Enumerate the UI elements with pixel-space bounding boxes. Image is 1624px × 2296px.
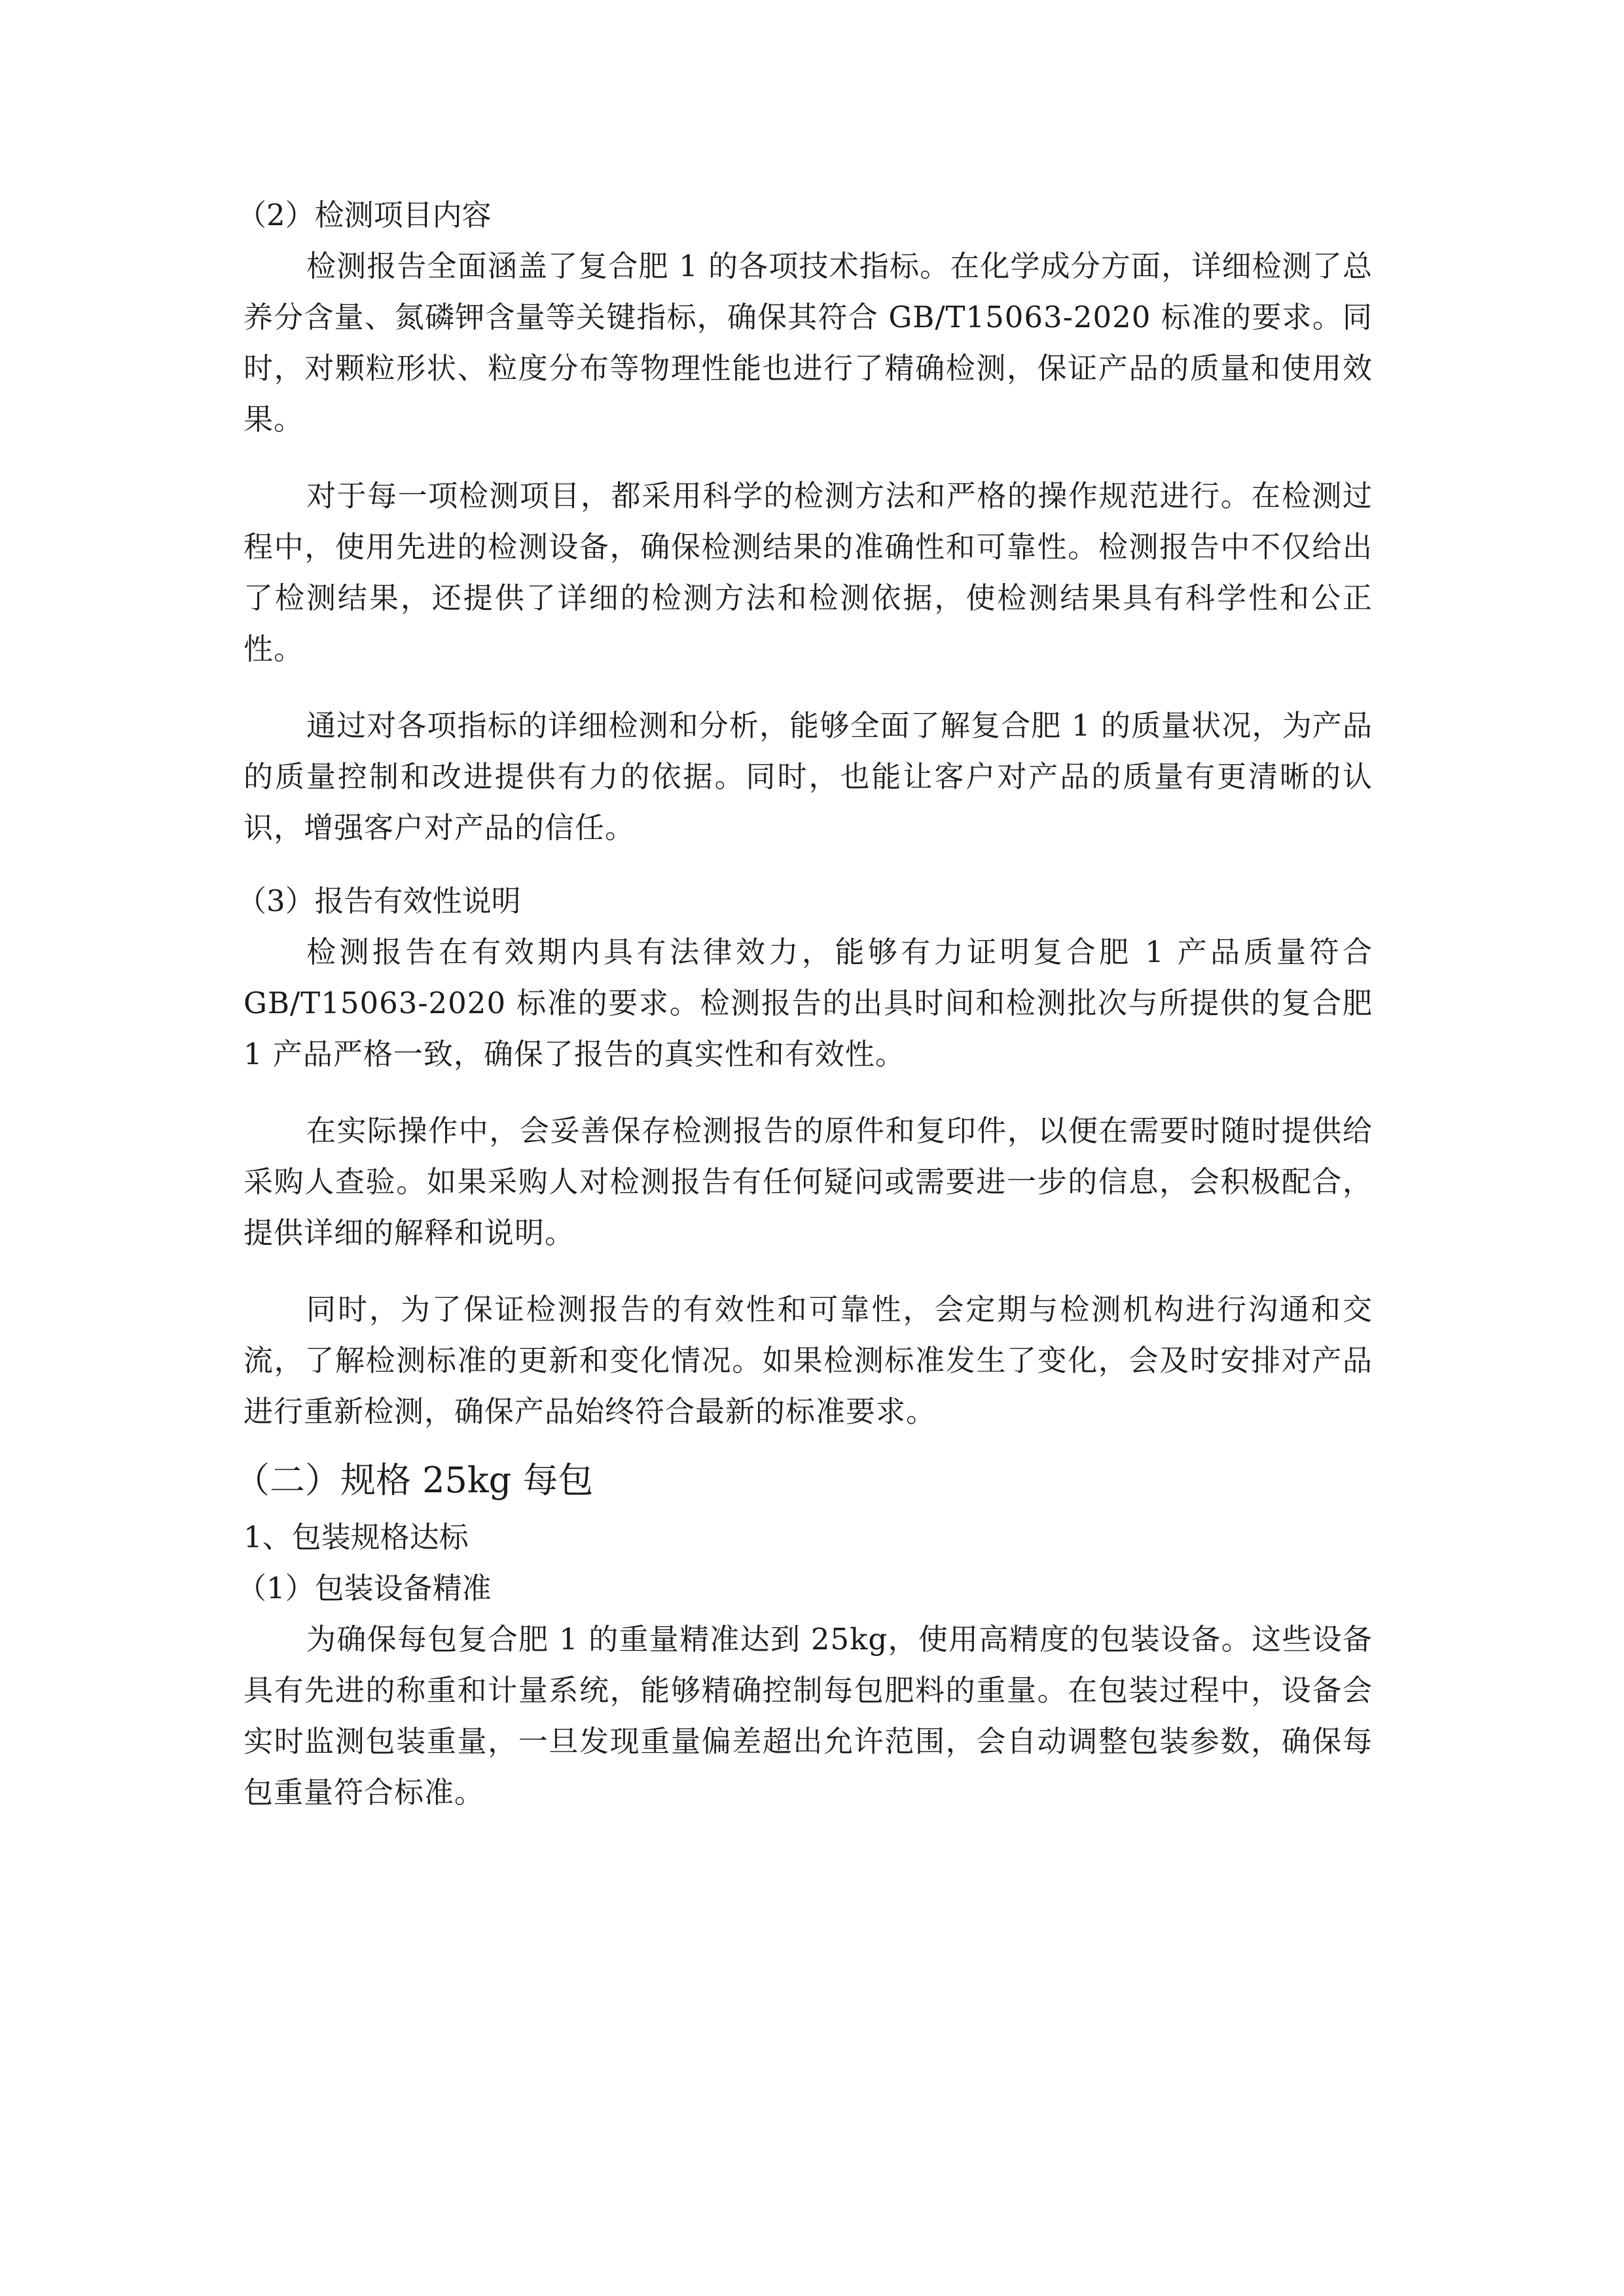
paragraph: 检测报告在有效期内具有法律效力，能够有力证明复合肥 1 产品质量符合 GB/T15063-2020 标准的要求。检测报告的出具时间和检测批次与所提供的复合肥 1 产品严格一致，确保了报告的真实性和有效性。 — [244, 935, 1373, 1071]
paragraph: 为确保每包复合肥 1 的重量精准达到 25kg，使用高精度的包装设备。这些设备具有先进的称重和计量系统，能够精确控制每包肥料的重量。在包装过程中，设备会实时监测包装重量，一旦发现重量偏差超出允许范围，会自动调整包装参数，确保每包重量符合标准。 — [244, 1622, 1373, 1810]
paragraph: 检测报告全面涵盖了复合肥 1 的各项技术指标。在化学成分方面，详细检测了总养分含量、氮磷钾含量等关键指标，确保其符合 GB/T15063-2020 标准的要求。同时，对颗粒形状、粒度分布等物理性能也进行了精确检测，保证产品的质量和使用效果。 — [244, 249, 1373, 437]
section-heading-detection-items: （2）检测项目内容 — [237, 198, 492, 232]
paragraph: 在实际操作中，会妥善保存检测报告的原件和复印件，以便在需要时随时提供给采购人查验。如果采购人对检测报告有任何疑问或需要进一步的信息，会积极配合，提供详细的解释和说明。 — [244, 1113, 1373, 1250]
paragraph: 通过对各项指标的详细检测和分析，能够全面了解复合肥 1 的质量状况，为产品的质量控制和改进提供有力的依据。同时，也能让客户对产品的质量有更清晰的认识，增强客户对产品的信任。 — [244, 708, 1373, 845]
section-heading-report-validity: （3）报告有效性说明 — [237, 884, 521, 918]
section-heading-packaging-equipment: （1）包装设备精准 — [237, 1571, 492, 1605]
chapter-heading-spec-25kg: （二）规格 25kg 每包 — [234, 1460, 594, 1501]
paragraph: 同时，为了保证检测报告的有效性和可靠性，会定期与检测机构进行沟通和交流，了解检测标准的更新和变化情况。如果检测标准发生了变化，会及时安排对产品进行重新检测，确保产品始终符合最新的标准要求。 — [244, 1292, 1373, 1429]
document-page — [234, 190, 1373, 1818]
subheading-packaging-spec: 1、包装规格达标 — [244, 1520, 469, 1554]
paragraph: 对于每一项检测项目，都采用科学的检测方法和严格的操作规范进行。在检测过程中，使用先进的检测设备，确保检测结果的准确性和可靠性。检测报告中不仅给出了检测结果，还提供了详细的检测方法和检测依据，使检测结果具有科学性和公正性。 — [244, 478, 1373, 666]
